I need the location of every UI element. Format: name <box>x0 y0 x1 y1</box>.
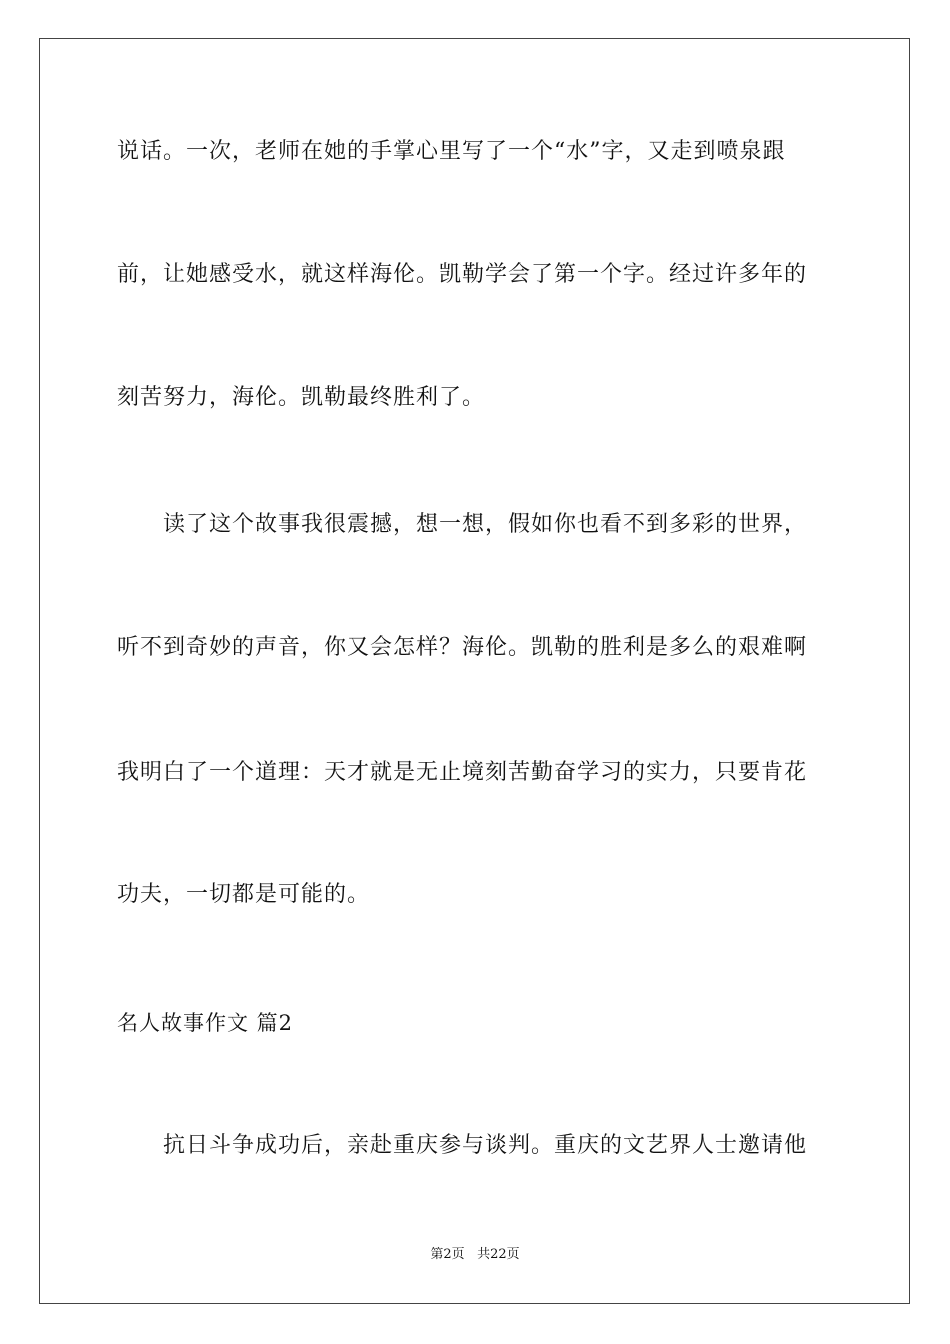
body-text-line-2: 前，让她感受水，就这样海伦。凯勒学会了第一个字。经过许多年的 <box>117 262 808 287</box>
body-text-line-7: 功夫，一切都是可能的。 <box>117 882 371 907</box>
section-heading: 名人故事作文 篇2 <box>117 1011 294 1035</box>
body-text-line-4: 读了这个故事我很震撼，想一想，假如你也看不到多彩的世界， <box>163 512 808 537</box>
page-number: 第2页 <box>430 1247 465 1262</box>
body-text-line-5: 听不到奇妙的声音，你又会怎样？海伦。凯勒的胜利是多么的艰难啊 <box>117 635 808 660</box>
body-text-line-3: 刻苦努力，海伦。凯勒最终胜利了。 <box>117 385 486 410</box>
page-footer <box>0 1246 950 1264</box>
page-total: 共22页 <box>477 1247 520 1262</box>
body-text-line-1: 说话。一次，老师在她的手掌心里写了一个“水”字，又走到喷泉跟 <box>117 139 786 164</box>
footer-spacer <box>465 1247 477 1262</box>
page-border <box>39 38 910 1304</box>
body-text-line-8: 抗日斗争成功后，亲赴重庆参与谈判。重庆的文艺界人士邀请他 <box>163 1133 808 1158</box>
body-text-line-6: 我明白了一个道理：天才就是无止境刻苦勤奋学习的实力，只要肯花 <box>117 760 808 785</box>
